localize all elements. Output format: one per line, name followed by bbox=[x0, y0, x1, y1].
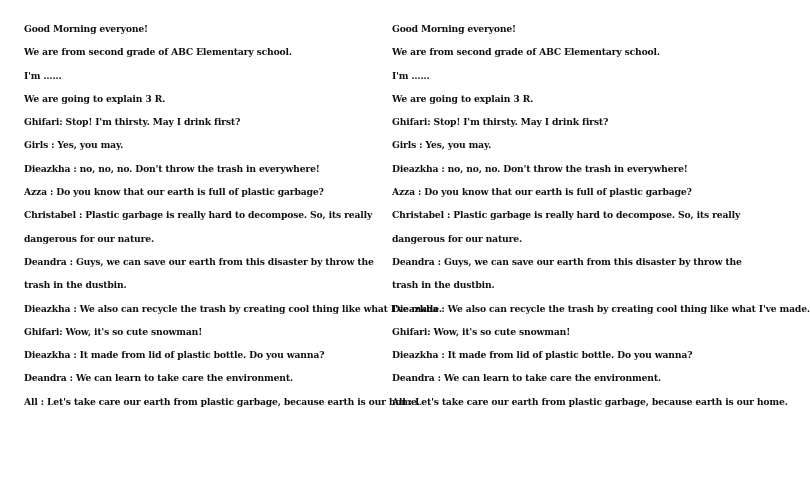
dialogue-line: Christabel : Plastic garbage is really hard to decompose. So, its really dangerous for our nature. bbox=[24, 210, 373, 245]
dialogue-line: Dieazkha : no, no, no. Don't throw the trash in everywhere! bbox=[24, 163, 320, 175]
dialogue-line: Dieazkha : It made from lid of plastic bottle. Do you wanna? bbox=[24, 350, 325, 362]
dialogue-line: Deandra : We can learn to take care the environment. bbox=[392, 373, 661, 385]
dialogue-line: Deandra : We can learn to take care the environment. bbox=[24, 373, 293, 385]
dialogue-line: Ghifari: Stop! I'm thirsty. May I drink first? bbox=[24, 117, 241, 129]
intro-name-line: I'm …… bbox=[24, 70, 62, 82]
dialogue-line: Azza : Do you know that our earth is full of plastic garbage? bbox=[392, 187, 692, 199]
topic-line: We are going to explain 3 R. bbox=[392, 93, 534, 105]
dialogue-line: Ghifari: Wow, it's so cute snowman! bbox=[24, 326, 203, 338]
dialogue-line: Deandra : Guys, we can save our earth from this disaster by throw the trash in the dustbin. bbox=[392, 256, 742, 292]
dialogue-line: Deandra : Guys, we can save our earth from this disaster by throw the trash in the dustbin. bbox=[24, 256, 374, 292]
intro-school-line: We are from second grade of ABC Elementary school. bbox=[392, 47, 660, 59]
dialogue-line: Christabel : Plastic garbage is really hard to decompose. So, its really dangerous for our nature. bbox=[392, 210, 741, 245]
closing-line: All : Let's take care our earth from plastic garbage, because earth is our home. bbox=[392, 396, 788, 408]
closing-line: All : Let's take care our earth from plastic garbage, because earth is our home. bbox=[24, 396, 420, 408]
script-column-right bbox=[392, 18, 810, 414]
dialogue-line: Dieazkha : It made from lid of plastic bottle. Do you wanna? bbox=[392, 350, 693, 362]
dialogue-line: Girls : Yes, you may. bbox=[392, 140, 492, 152]
dialogue-line: Dieazkha : We also can recycle the trash by creating cool thing like what I've made. bbox=[24, 303, 442, 315]
script-column-left bbox=[24, 18, 442, 414]
dialogue-line: Dieazkha : We also can recycle the trash by creating cool thing like what I've made. bbox=[392, 303, 810, 315]
dialogue-line: Dieazkha : no, no, no. Don't throw the trash in everywhere! bbox=[392, 163, 688, 175]
topic-line: We are going to explain 3 R. bbox=[24, 93, 166, 105]
intro-name-line: I'm …… bbox=[392, 70, 430, 82]
dialogue-line: Ghifari: Stop! I'm thirsty. May I drink first? bbox=[392, 117, 609, 129]
dialogue-line: Girls : Yes, you may. bbox=[24, 140, 124, 152]
dialogue-line: Ghifari: Wow, it's so cute snowman! bbox=[392, 326, 571, 338]
greeting-line: Good Morning everyone! bbox=[24, 24, 148, 35]
intro-school-line: We are from second grade of ABC Elementary school. bbox=[24, 47, 292, 59]
dialogue-line: Azza : Do you know that our earth is full of plastic garbage? bbox=[24, 187, 324, 199]
greeting-line: Good Morning everyone! bbox=[392, 24, 516, 35]
